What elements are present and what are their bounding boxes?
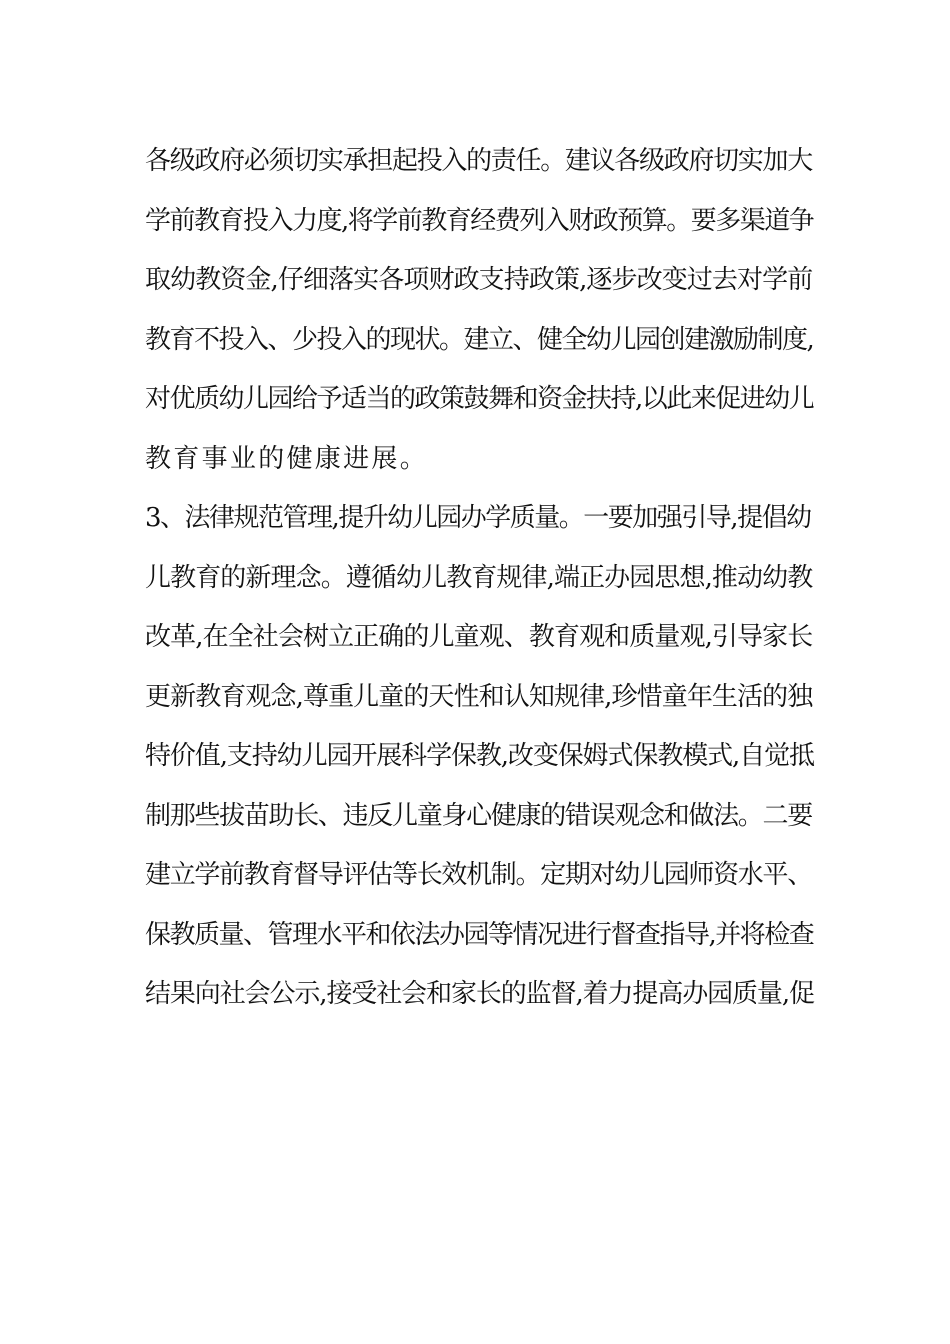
- text-line-10: 更新教育观念,尊重儿童的天性和认知规律,珍惜童年生活的独: [145, 681, 813, 712]
- text-line-6: 教育事业的健康进展。: [145, 443, 429, 474]
- text-line-7: 3、法律规范管理,提升幼儿园办学质量。一要加强引导,提倡幼: [145, 503, 811, 533]
- text-line-11: 特价值,支持幼儿园开展科学保教,改变保姆式保教模式,自觉抵: [145, 741, 814, 771]
- text-line-4: 教育不投入、少投入的现状。建立、健全幼儿园创建激励制度,: [145, 324, 814, 355]
- text-line-8: 儿教育的新理念。遵循幼儿教育规律,端正办园思想,推动幼教: [145, 562, 813, 593]
- text-line-14: 保教质量、管理水平和依法办园等情况进行督查指导,并将检查: [145, 919, 814, 950]
- text-line-3: 取幼教资金,仔细落实各项财政支持政策,逐步改变过去对学前: [145, 265, 813, 295]
- body-text: [145, 132, 815, 1025]
- text-line-12: 制那些拔苗助长、违反儿童身心健康的错误观念和做法。二要: [145, 800, 812, 831]
- text-line-15: 结果向社会公示,接受社会和家长的监督,着力提高办园质量,促: [145, 979, 814, 1009]
- text-line-13: 建立学前教育督导评估等长效机制。定期对幼儿园师资水平、: [145, 860, 812, 890]
- text-line-2: 学前教育投入力度,将学前教育经费列入财政预算。要多渠道争: [145, 205, 814, 236]
- text-line-1: 各级政府必须切实承担起投入的责任。建议各级政府切实加大: [145, 146, 812, 176]
- text-line-5: 对优质幼儿园给予适当的政策鼓舞和资金扶持,以此来促进幼儿: [145, 384, 814, 414]
- text-line-9: 改革,在全社会树立正确的儿童观、教育观和质量观,引导家长: [145, 622, 813, 652]
